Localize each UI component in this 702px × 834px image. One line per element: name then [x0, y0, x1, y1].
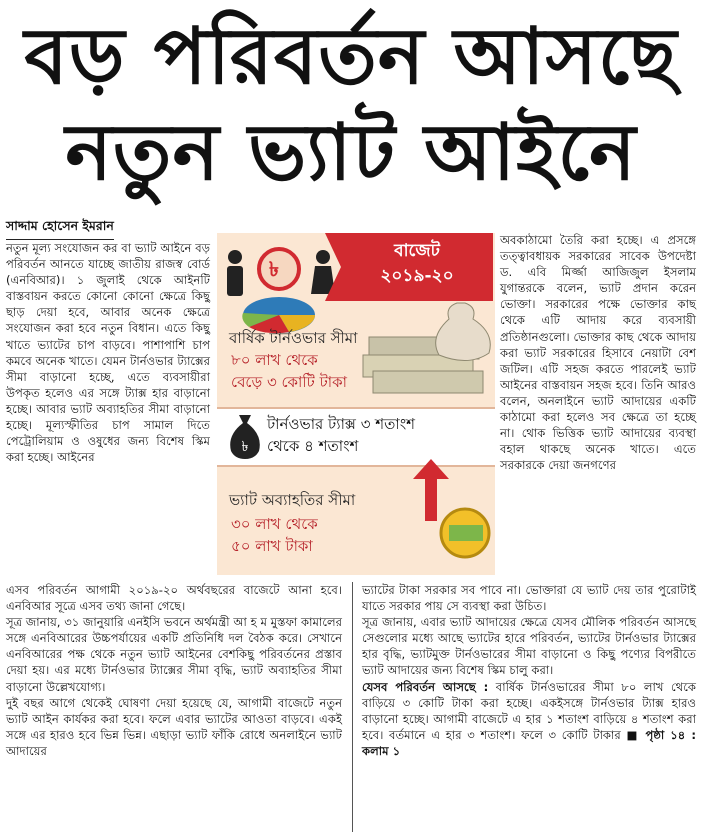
headline-line-1: বড় পরিবর্তন আসছে: [24, 12, 678, 102]
article-column-bottom-left: [6, 582, 342, 759]
article-text: সূত্র জানায়, এবার ভ্যাট আদায়ের ক্ষেত্রে যেসব মৌলিক পরিবর্তন আসছে সেগুলোর মধ্যে আছে ভ্যাটের হারে পরিবর্তন, ভ্যাটের টার্নওভার ট্যাক্সের হার বৃদ্ধি, ভ্যাটমুক্ত টার্নওভারের সীমা বাড়ানো ও কিছু পণ্যের বিপরীতে ভ্যাট আদায়ের জন্য বিশেষ স্কিম চালু করা।: [362, 615, 696, 678]
article-text: অবকাঠামো তৈরি করা হচ্ছে। এ প্রসঙ্গে তত্ত্বাবধায়ক সরকারের সাবেক উপদেষ্টা ড. এবি মির্জ্জা আজিজুল ইসলাম যুগান্তরকে বলেন, ভ্যাট প্রদান করেন ভোক্তা। সরকারের পক্ষে ভোক্তার কাছ থেকে এটি আদায় করে ব্যবসায়ী প্রতিষ্ঠানগুলো। ভোক্তার কাছ থেকে আদায় করা ভ্যাট সরকারের হিসাবে নেয়াটা বেশ জটিল। এটি সহজ করতে পারলেই ভ্যাট আইনের বাস্তবায়ন সহজ হবে। তিনি আরও বলেন, অনলাইনে ভ্যাট আদায়ের একটি কাঠামো করা হলেও সব ক্ষেত্রে তা হচ্ছে না। থোক ভিত্তিক ভ্যাট আদায়ের ব্যবস্থা বহাল থাকছে অনেক খাতে। এতে সরকারকে দেয়া জনগণের: [500, 233, 696, 473]
section-lead: যেসব পরিবর্তন আসছে :: [362, 679, 489, 694]
budget-infographic: [217, 233, 495, 575]
tax-to: থেকে ৪ শতাংশ: [267, 437, 359, 455]
money-bag-icon: [225, 411, 265, 461]
article-column-right: [500, 232, 696, 473]
coins-icon: [437, 503, 493, 563]
article-text: বার্ষিক টার্নওভারের সীমা ৮০ লাখ থেকে বাড়িয়ে ৩ কোটি টাকা করা হচ্ছে। একইসঙ্গে টার্নওভার ট্যাক্স হারও বাড়ানো হচ্ছে। আগামী বাজেটে এ হার ১ শতাংশ বাড়িয়ে ৪ শতাংশ করা হবে। বর্তমানে এ হার ৩ শতাংশ। ফলে ৩ কোটি টাকার: [362, 679, 696, 742]
money-bundles-icon: [359, 297, 495, 397]
column-divider: [352, 582, 353, 832]
exemption-label: ভ্যাট অব্যাহতির সীমা: [229, 491, 356, 509]
article-text: দুই বছর আগে থেকেই ঘোষণা দেয়া হয়েছে যে, আগামী বাজেটে নতুন ভ্যাট আইন কার্যকর করা হবে। ফলে এবার ভ্যাটের আওতা বাড়বে। একই সঙ্গে এর হারও হবে ভিন্ন ভিন্ন। এছাড়া ভ্যাট ফাঁকি রোধে অনলাইনে ভ্যাট আদায়ের: [6, 695, 342, 758]
turnover-from: ৮০ লাখ থেকে: [231, 351, 318, 369]
taka-symbol: ৳: [269, 257, 279, 281]
jump-note: ■ পৃষ্ঠা ১৪ : কলাম ১: [362, 727, 696, 758]
chart-people-icon: [219, 239, 339, 339]
byline: সাদ্দাম হোসেন ইমরান: [6, 218, 114, 240]
budget-year: ২০১৯-২০: [380, 266, 454, 286]
headline-line-2: নতুন ভ্যাট আইনে: [65, 108, 637, 198]
article-column-left: [6, 240, 210, 465]
svg-text:৳: ৳: [241, 439, 249, 455]
article-text: নতুন মূল্য সংযোজন কর বা ভ্যাট আইনে বড় পরিবর্তন আনতে যাচ্ছে জাতীয় রাজস্ব বোর্ড (এনবিআর)। ১ জুলাই থেকে আইনটি বাস্তবায়ন করতে কোনো কোনো ক্ষেত্রে কিছু ছাড় দেয়া হবে, আবার অনেক ক্ষেত্রে সংযোজন করা হবে নতুন বিধান। এতে কিছু খাতে ভ্যাটের চাপ বাড়বে। পাশাপাশি চাপ কমবে অনেক খাতে। যেমন টার্নওভার ট্যাক্সের সীমা বাড়ানো হচ্ছে, এতে ব্যবসায়ীরা উপকৃত হলেও এর সঙ্গে ট্যাক্স হার বাড়ানো হচ্ছে। আবার ভ্যাট অব্যাহতির সীমা বাড়ানো হচ্ছে। মূল্যস্ফীতির চাপ সামাল দিতে পেট্রোলিয়াম ও ওষুধের জন্য বিশেষ স্কিম করা হচ্ছে। আইনের: [6, 241, 210, 465]
exemption-to: ৫০ লাখ টাকা: [231, 537, 313, 555]
article-text: এসব পরিবর্তন আগামী ২০১৯-২০ অর্থবছরের বাজেটে আনা হবে। এনবিআর সূত্রে এসব তথ্য জানা গেছে।: [6, 583, 342, 614]
turnover-limit-label: বার্ষিক টার্নওভার সীমা: [229, 329, 358, 347]
exemption-from: ৩০ লাখ থেকে: [231, 515, 318, 533]
turnover-to: বেড়ে ৩ কোটি টাকা: [231, 373, 347, 391]
article-column-bottom-right: [362, 582, 696, 759]
budget-tag: [341, 233, 493, 301]
budget-label: বাজেট: [394, 241, 440, 261]
article-text: সূত্র জানায়, ৩১ জানুয়ারি এনইসি ভবনে অর্থমন্ত্রী আ হ ম মুস্তফা কামালের সঙ্গে এনবিআরের উচ্চপর্যায়ের একটি প্রতিনিধি দল বৈঠক করে। সেখানে এনবিআরের পক্ষ থেকে নতুন ভ্যাট আইনের বেশকিছু পরিবর্তনের প্রস্তাব দেয়া হয়। এর মধ্যে টার্নওভার ট্যাক্সের সীমা বৃদ্ধি, ভ্যাট অব্যাহতির সীমা বাড়ানো উল্লেখযোগ্য।: [6, 615, 342, 694]
tax-label: টার্নওভার ট্যাক্স ৩ শতাংশ: [267, 415, 416, 433]
article-text: ভ্যাটের টাকা সরকার সব পাবে না। ভোক্তারা যে ভ্যাট দেয় তার পুরোটাই যাতে সরকার পায় সে ব্যবস্থা করা উচিত।: [362, 583, 696, 614]
